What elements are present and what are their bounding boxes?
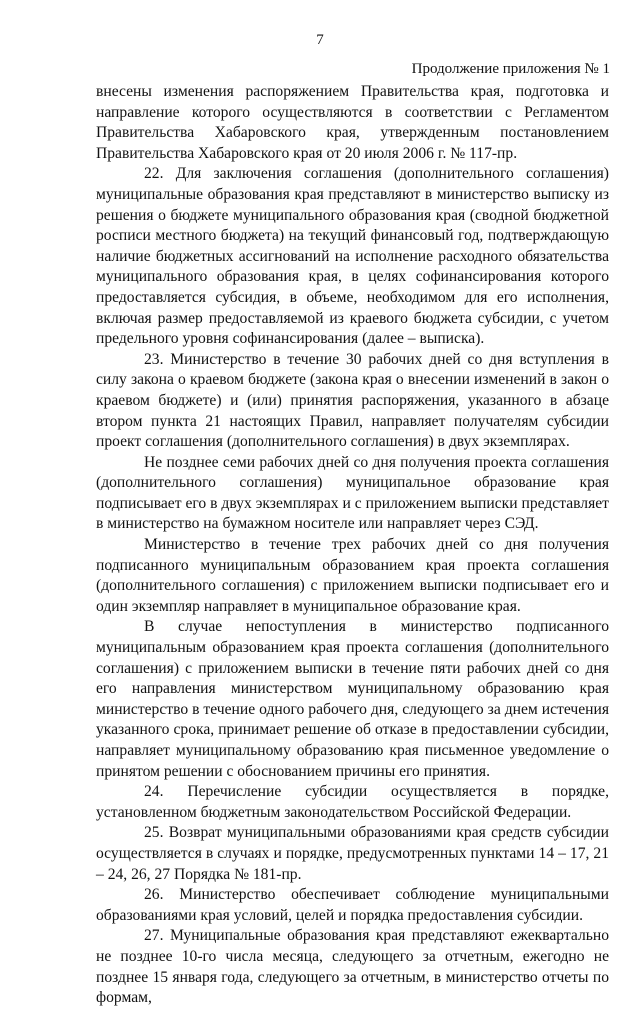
paragraph-23: 23. Министерство в течение 30 рабочих дней со дня вступления в силу закона о краевом бюджете (закона края о внесении изменений в закон о краевом бюджете) и (или) принятия распоряжения, указанного в абзаце втором пункта 21 настоящих Правил, направляет получателям субсидии проект соглашения (дополнительного соглашения) в двух экземплярах. [96, 350, 609, 451]
page-number: 7 [316, 32, 324, 48]
paragraph-27: 27. Муниципальные образования края представляют ежеквартально не позднее 10-го числа месяца, следующего за отчетным, ежегодно не позднее 15 января года, следующего за отчетным, в министерство отчеты по формам, [96, 927, 609, 1007]
paragraph-23-ministry-signing: Министерство в течение трех рабочих дней со дня получения подписанного муниципальным образованием края проекта соглашения (дополнительного соглашения) с приложением выписки подписывает его и один экземпляр направляет в муниципальное образование края. [96, 536, 609, 615]
paragraph-25: 25. Возврат муниципальными образованиями края средств субсидии осуществляется в случаях и порядке, предусмотренных пунктами 14 – 17, 21 – 24, 26, 27 Порядка № 181-пр. [96, 824, 609, 883]
paragraph-continued: внесены изменения распоряжением Правительства края, подготовка и направление которого осуществляются в соответствии с Регламентом Правительства Хабаровского края, утвержденным постановлением Правительства Хабаровского края от 20 июля 2006 г. № 117-пр. [96, 83, 609, 162]
paragraph-22: 22. Для заключения соглашения (дополнительного соглашения) муниципальные образования края представляют в министерство выписку из решения о бюджете муниципального образования края (сводной бюджетной росписи местного бюджета) на текущий финансовый год, подтверждающую наличие бюджетных ассигнований на исполнение расходного обязательства муниципального образования края, в целях софинансирования которого предоставляется субсидия, в объеме, необходимом для его исполнения, включая размер предоставляемой из краевого бюджета субсидии, с учетом предельного уровня софинансирования (далее – выписка). [96, 165, 609, 348]
paragraph-23-refusal: В случае непоступления в министерство подписанного муниципальным образованием края проекта соглашения (дополнительного соглашения) с приложением выписки в течение пяти рабочих дней со дня его направления министерством муниципальному образованию края министерство в течение одного рабочего дня, следующего за днем истечения указанного срока, принимает решение об отказе в предоставлении субсидии, направляет муниципальному образованию края письменное уведомление о принятом решении с обоснованием причины его принятия. [96, 618, 609, 780]
appendix-continuation-note: Продолжение приложения № 1 [411, 61, 610, 77]
paragraph-24: 24. Перечисление субсидии осуществляется в порядке, установленном бюджетным законодательством Российской Федерации. [96, 783, 609, 821]
paragraph-23-signing: Не позднее семи рабочих дней со дня получения проекта соглашения (дополнительного соглашения) муниципальное образование края подписывает его в двух экземплярах и с приложением выписки представляет в министерство на бумажном носителе или направляет через СЭД. [96, 453, 609, 533]
document-body [96, 82, 609, 1009]
paragraph-26: 26. Министерство обеспечивает соблюдение муниципальными образованиями края условий, целей и порядка предоставления субсидии. [96, 886, 609, 924]
